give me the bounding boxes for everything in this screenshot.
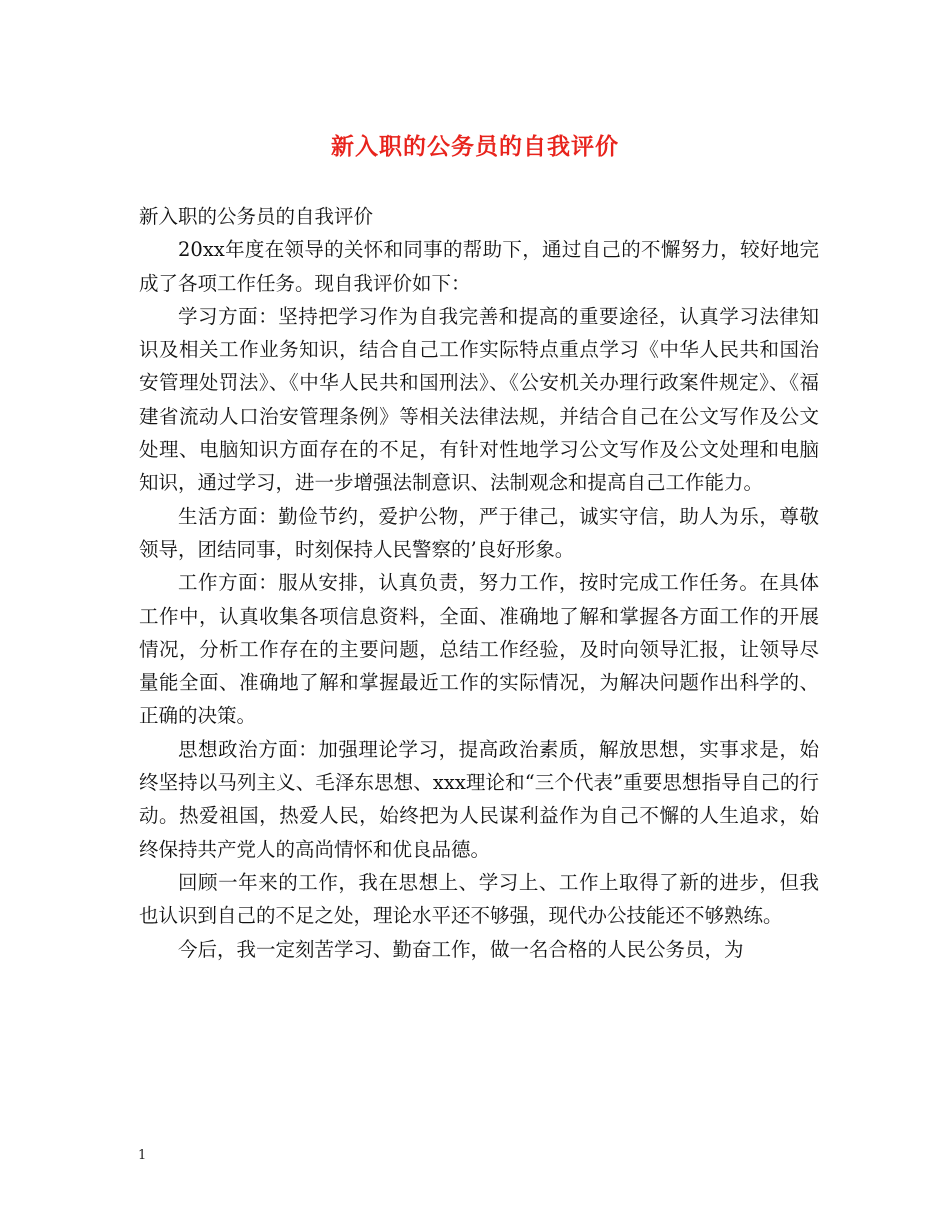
document-body [139,200,819,966]
document-subtitle: 新入职的公务员的自我评价 [139,205,374,228]
paragraph-work: 工作方面：服从安排，认真负责，努力工作，按时完成工作任务。在具体工作中，认真收集各项信息资料，全面、准确地了解和掌握各方面工作的开展情况，分析工作存在的主要问题，总结工作经验，及时向领导汇报，让领导尽量能全面、准确地了解和掌握最近工作的实际情况，为解决问题作出科学的、正确的决策。 [139,571,819,728]
paragraph-politics: 思想政治方面：加强理论学习，提高政治素质，解放思想，实事求是，始终坚持以马列主义、毛泽东思想、xxx理论和“三个代表”重要思想指导自己的行动。热爱祖国，热爱人民，始终把为人民谋利益作为自己不懈的人生追求，始终保持共产党人的高尚情怀和优良品德。 [139,737,819,861]
document-title: 新入职的公务员的自我评价 [331,133,619,160]
page-number: 1 [138,1148,147,1163]
paragraph-review: 回顾一年来的工作，我在思想上、学习上、工作上取得了新的进步，但我也认识到自己的不足之处，理论水平还不够强，现代办公技能还不够熟练。 [139,870,819,928]
paragraph-study: 学习方面：坚持把学习作为自我完善和提高的重要途径，认真学习法律知识及相关工作业务知识，结合自己工作实际特点重点学习《中华人民共和国治安管理处罚法》、《中华人民共和国刑法》、《公安机关办理行政案件规定》、《福建省流动人口治安管理条例》等相关法律法规，并结合自己在公文写作及公文处理、电脑知识方面存在的不足，有针对性地学习公文写作及公文处理和电脑知识，通过学习，进一步增强法制意识、法制观念和提高自己工作能力。 [139,304,819,495]
paragraph-future: 今后，我一定刻苦学习、勤奋工作，做一名合格的人民公务员，为 [178,937,744,961]
paragraph-intro: 20xx年度在领导的关怀和同事的帮助下，通过自己的不懈努力，较好地完成了各项工作任务。现自我评价如下： [139,238,819,295]
paragraph-life: 生活方面：勤俭节约，爱护公物，严于律己，诚实守信，助人为乐，尊敬领导，团结同事，时刻保持人民警察的’良好形象。 [139,504,819,561]
